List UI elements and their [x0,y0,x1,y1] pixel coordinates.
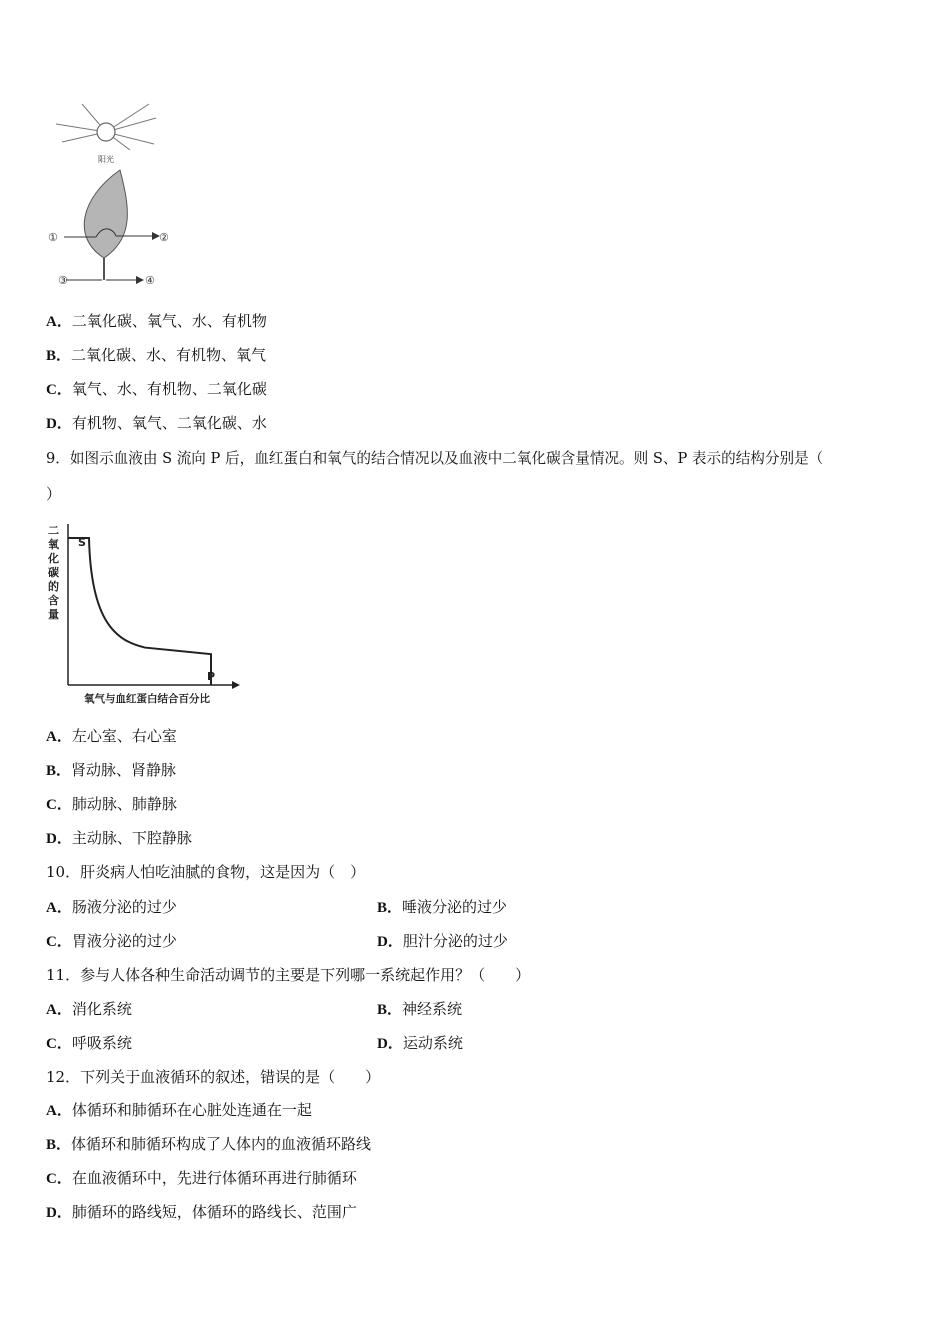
q10-option-c: C．胃液分泌的过少 [46,932,177,950]
y-axis-label-char: 二 [48,524,59,537]
q12-option-c: C．在血液循环中，先进行体循环再进行肺循环 [46,1169,357,1187]
leaf-sun-figure [44,98,174,298]
q11-option-a: A．消化系统 [46,1000,132,1018]
q8-option-c: C．氧气、水、有机物、二氧化碳 [46,380,267,398]
sun-label: 阳光 [98,155,114,164]
q12-option-b: B．体循环和肺循环构成了人体内的血液循环路线 [46,1135,372,1153]
q11-stem: 11．参与人体各种生命活动调节的主要是下列哪一系统起作用？（ ） [46,966,531,984]
q11-option-c: C．呼吸系统 [46,1034,132,1052]
q10-option-b: B．唾液分泌的过少 [377,898,508,916]
co2-curve [68,538,211,685]
q10-stem: 10．肝炎病人怕吃油腻的食物，这是因为（ ） [46,863,366,881]
q9-stem-cont: ） [46,485,62,503]
q12-option-a: A．体循环和肺循环在心脏处连通在一起 [46,1101,312,1119]
q8-option-a: A．二氧化碳、氧气、水、有机物 [46,312,267,330]
marker-3: ③ [58,274,68,287]
q10-option-d: D．胆汁分泌的过少 [377,932,508,950]
q9-option-c: C．肺动脉、肺静脉 [46,795,177,813]
sun-icon [97,123,115,141]
y-axis-label [47,524,60,621]
q9-option-b: B．肾动脉、肾静脉 [46,761,177,779]
y-axis-label-char: 化 [48,552,59,565]
marker-2: ② [159,231,169,244]
y-axis-label-char: 氧 [48,538,59,551]
point-label-s: S [78,536,86,549]
y-axis-label-char: 量 [48,608,59,621]
y-axis-label-char: 含 [48,594,59,607]
q9-stem: 9．如图示血液由 S 流向 P 后，血红蛋白和氧气的结合情况以及血液中二氧化碳含量情况。则 S、P 表示的结构分别是（ [46,450,824,467]
marker-1: ① [48,231,58,244]
leaf-shape [84,170,127,258]
q8-option-d: D．有机物、氧气、二氧化碳、水 [46,414,267,432]
q11-option-d: D．运动系统 [377,1034,463,1052]
y-axis-label-char: 碳 [48,566,59,579]
point-label-p: P [207,670,216,683]
q8-option-b: B．二氧化碳、水、有机物、氧气 [46,346,267,364]
q9-option-a: A．左心室、右心室 [46,727,177,745]
q11-option-b: B．神经系统 [377,1000,463,1018]
q10-option-a: A．肠液分泌的过少 [46,898,177,916]
q9-option-d: D．主动脉、下腔静脉 [46,829,192,847]
q12-stem: 12．下列关于血液循环的叙述，错误的是（ ） [46,1068,381,1086]
q12-option-d: D．肺循环的路线短，体循环的路线长、范围广 [46,1203,357,1221]
x-axis-label: 氧气与血红蛋白结合百分比 [84,693,210,705]
marker-4: ④ [145,274,155,287]
y-axis-label-char: 的 [48,580,59,593]
co2-chart [44,520,259,710]
